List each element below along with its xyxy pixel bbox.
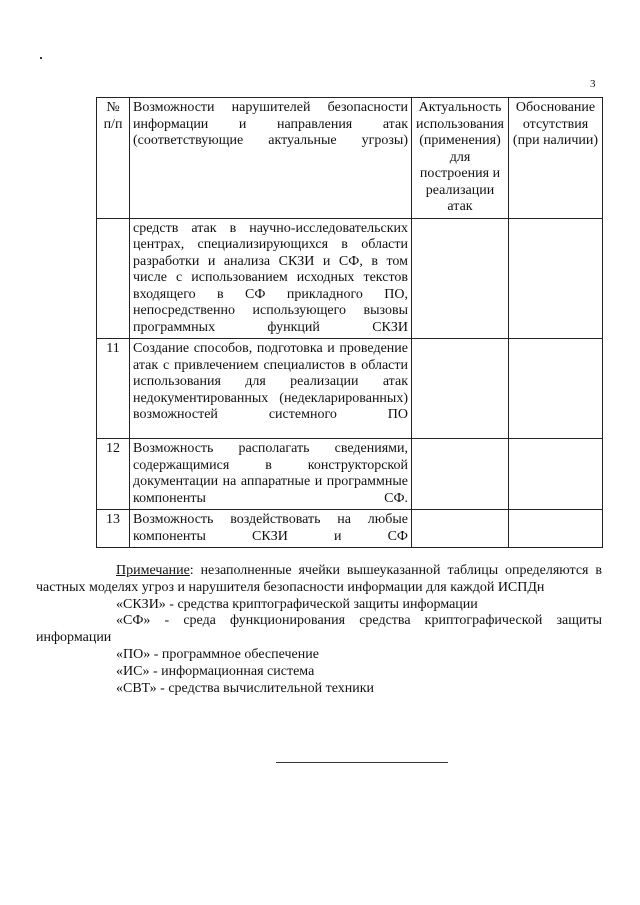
row-num: 12 bbox=[97, 439, 130, 510]
threats-table bbox=[96, 97, 603, 548]
note-colon: : bbox=[189, 563, 194, 578]
row-num bbox=[97, 218, 130, 339]
header-num: № п/п bbox=[97, 98, 130, 219]
row-relevance bbox=[412, 510, 509, 548]
row-text: Возможность воздействовать на любые компоненты СКЗИ и СФ bbox=[130, 510, 412, 548]
table-row bbox=[97, 218, 603, 339]
row-justification bbox=[509, 218, 603, 339]
row-text: Возможность располагать сведениями, содержащимися в конструкторской документации на аппаратные и программные компоненты СФ. bbox=[130, 439, 412, 510]
row-justification bbox=[509, 510, 603, 548]
row-relevance bbox=[412, 218, 509, 339]
note-text: незаполненные ячейки вышеуказанной таблицы определяются в частных моделях угроз и нарушителя безопасности информации для каждой ИСПДн bbox=[36, 563, 602, 595]
abbreviation-svt: «СВТ» - средства вычислительной техники bbox=[116, 680, 375, 696]
abbreviation-skzi: «СКЗИ» - средства криптографической защиты информации bbox=[116, 596, 478, 612]
table-row bbox=[97, 339, 603, 439]
signature-line bbox=[276, 762, 448, 763]
header-capabilities: Возможности нарушителей безопасности информации и направления атак (соответствующие актуальные угрозы) bbox=[130, 98, 412, 219]
row-justification bbox=[509, 339, 603, 439]
table-row bbox=[97, 510, 603, 548]
note-label: Примечание bbox=[116, 563, 190, 578]
row-text: средств атак в научно-исследовательских центрах, специализирующихся в области разработки и анализа СКЗИ и СФ, в том числе с использованием исходных текстов входящего в СФ прикладного ПО, непосредственно использующего вызовы программных функций СКЗИ bbox=[130, 218, 412, 339]
row-relevance bbox=[412, 439, 509, 510]
page-number: 3 bbox=[590, 78, 596, 90]
note-paragraph bbox=[36, 563, 602, 597]
header-justification: Обоснование отсутствия (при наличии) bbox=[509, 98, 603, 219]
scan-speck bbox=[40, 57, 42, 59]
row-num: 13 bbox=[97, 510, 130, 548]
row-relevance bbox=[412, 339, 509, 439]
note-block bbox=[36, 563, 602, 697]
abbreviation-is: «ИС» - информационная система bbox=[116, 663, 315, 679]
table-row bbox=[97, 439, 603, 510]
row-justification bbox=[509, 439, 603, 510]
table-header-row bbox=[97, 98, 603, 219]
header-relevance: Актуальность использования (применения) для построения и реализации атак bbox=[412, 98, 509, 219]
abbreviation-sf: «СФ» - среда функционирования средства криптографической защиты информации bbox=[36, 613, 602, 646]
abbreviation-po: «ПО» - программное обеспечение bbox=[116, 646, 319, 662]
row-num: 11 bbox=[97, 339, 130, 439]
row-text: Создание способов, подготовка и проведение атак с привлечением специалистов в области использования для реализации атак недокументированных (недекларированных) возможностей системного ПО bbox=[130, 339, 412, 439]
